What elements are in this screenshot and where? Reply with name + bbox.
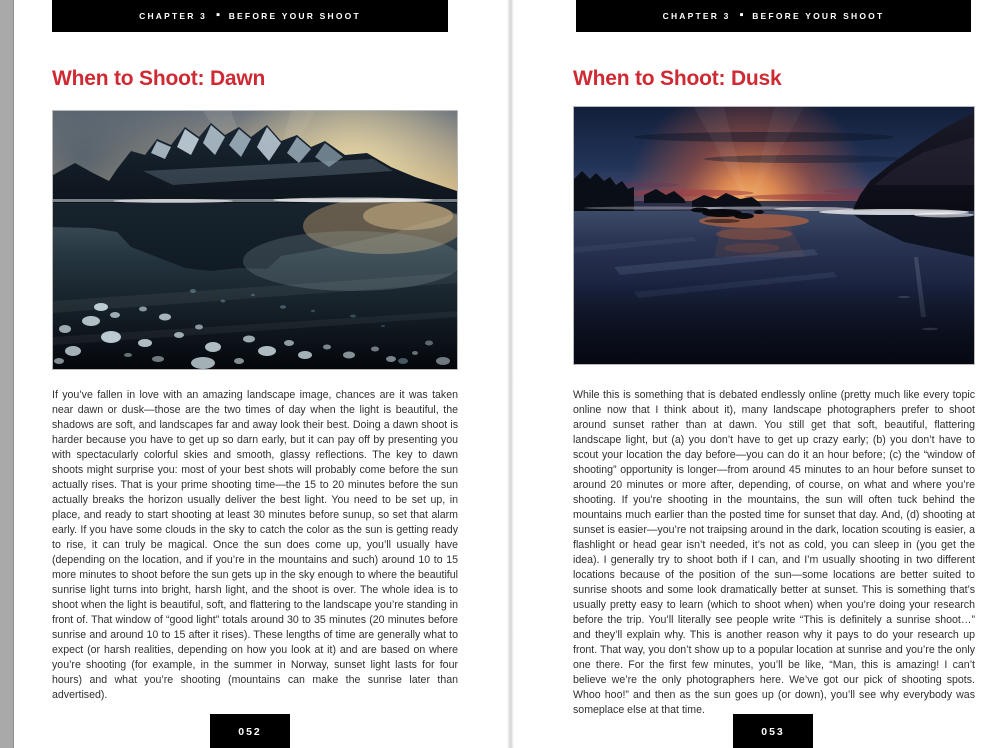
body-text-dusk: While this is something that is debated endlessly online (pretty much like every topic online now that I think about it), many landscape photographers prefer to shoot around sunset rather than at dawn. You still get that soft, beautiful, flattering landscape light, but (a) you don’t have to get up crazy early; (b) you don’t have to scout your location the day before—you can do it an hour before; (c) the “window of shooting” opportunity is longer—from around 45 minutes to an hour before sunset to around 20 minutes or more after, depending, of course, on what and where you’re shooting. If you’re shooting in the mountains, the sun will often tuck behind the mountains much earlier than the posted time for sunset that day. And, (d) shooting at sunset is easier—you’re not traipsing around in the dark, location scouting is easier, a flashlight or head gear isn’t needed, it’s not as cold, you can sleep in (you get the idea). I generally try to shoot both if I can, and I’m usually shooting in two different locations because of the position of the sun—some locations are better suited to sunrise shoots and some look dramatically better at sunset. This is something that’s usually pretty easy to learn (which to shoot when) when you’re doing your research before the trip. You’ll literally see people write “This is definitely a sunrise shoot…” and they’ll explain why. This is another reason why it pays to do your research up front. That way, you don’t show up to a popular location at sunrise and you’re the only one there. For the first few minutes, you’ll be like, “Man, this is amazing! I can’t believe we’re the only photographers here. We’ve got our pick of shooting spots. Whoo hoo!” and then as the sun goes up (or down), you’ll see why everybody was someplace else at that time.	[573, 389, 975, 716]
chapter-label: CHAPTER 3	[139, 11, 208, 21]
chapter-label: CHAPTER 3	[662, 11, 731, 21]
square-bullet-icon: ■	[216, 12, 220, 19]
running-header-right	[576, 0, 971, 32]
page-gutter	[507, 0, 514, 748]
page-title-dawn: When to Shoot: Dawn	[52, 67, 266, 90]
running-header-left	[52, 0, 448, 32]
dusk-photo-graphic	[574, 107, 974, 364]
dawn-photo	[52, 110, 458, 370]
page-number-left: 052	[238, 726, 262, 738]
dawn-photo-graphic	[53, 111, 457, 369]
page-number-badge-left	[210, 714, 290, 748]
page-title-dusk: When to Shoot: Dusk	[573, 67, 782, 90]
section-label: BEFORE YOUR SHOOT	[228, 11, 361, 21]
square-bullet-icon: ■	[739, 12, 744, 19]
page-number-badge-right	[733, 714, 813, 748]
section-label: BEFORE YOUR SHOOT	[752, 11, 885, 21]
page-number-right: 053	[761, 726, 785, 738]
desk-edge	[0, 0, 14, 748]
dusk-photo	[573, 106, 975, 365]
body-text-dawn: If you’ve fallen in love with an amazing landscape image, chances are it was taken near dawn or dusk—those are the two times of day when the light is beautiful, the shadows are soft, and landscapes far and away look their best. Doing a dawn shoot is harder because you have to get up so darn early, but it can pay off by presenting you with spectacularly colorful skies and smooth, glassy reflections. The key to dawn shoots might surprise you: most of your best shots will probably come before the sun actually rises. That is your prime shooting time—the 15 to 20 minutes before the sun actually breaks the horizon usually deliver the best light. You need to be set up, in place, and ready to start shooting at least 30 minutes before sunup, so set that alarm early. If you have some clouds in the sky to catch the color as the sun is getting ready to rise, it can truly be magical. Once the sun does come up, you’ll usually have (depending on the location, and if you’re in the mountains and such) around 10 to 15 more minutes to shoot before the sun gets up in the sky enough to where the beautiful sunrise light turns into bright, harsh light, and the shoot is over. The whole idea is to shoot when the light is beautiful, soft, and flattering to the landscape you’re standing in front of. That window of “good light” totals around 30 to 35 minutes (20 minutes before sunrise and around 10 to 15 after it rises). These lengths of time are generally what to expect (or harsh realities, depending on how you look at it) and are based on where you’re shooting (for example, in the summer in Norway, sunset light lasts for four hours) and what you’re shooting (mountains can make the sunrise later than advertised).	[52, 389, 458, 701]
